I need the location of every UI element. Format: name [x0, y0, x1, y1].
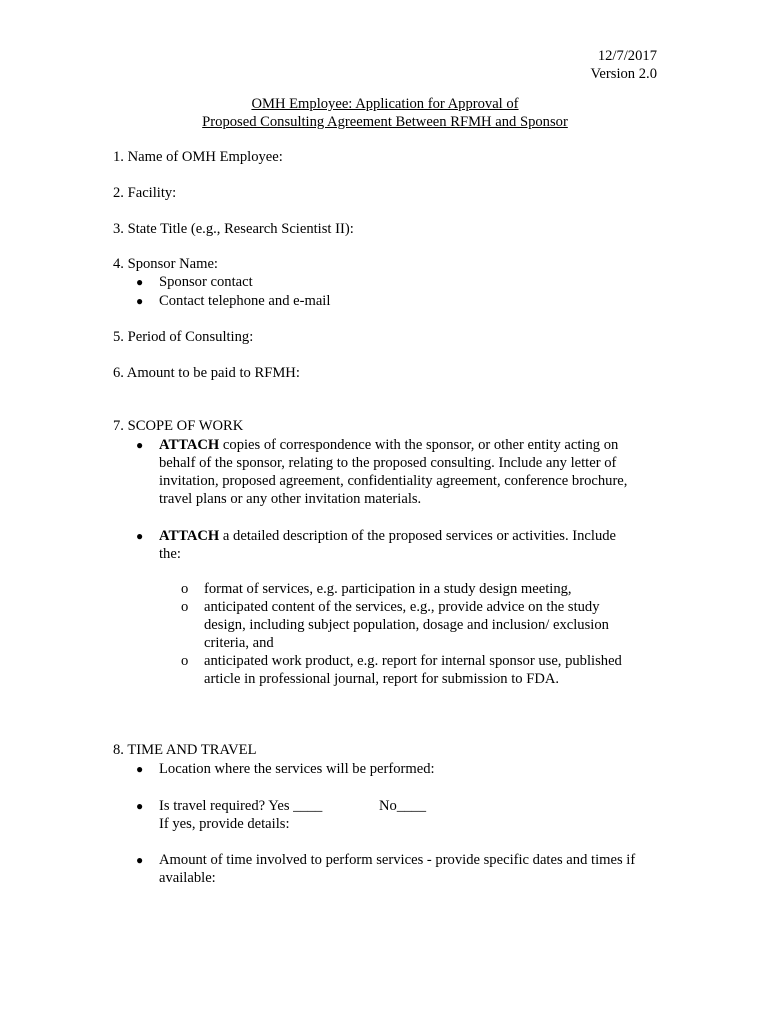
circle-bullet-icon: o — [181, 599, 189, 615]
bullet-icon: ● — [136, 438, 144, 452]
travel-details-prompt: If yes, provide details: — [159, 816, 290, 832]
attach-description-line-2: the: — [159, 546, 181, 562]
travel-required-no: No____ — [379, 798, 427, 814]
bullet-icon: ● — [136, 762, 144, 776]
item-sponsor-name: 4. Sponsor Name: — [113, 256, 218, 272]
travel-required-question: Is travel required? Yes ____ — [159, 798, 323, 814]
bullet-icon: ● — [136, 529, 144, 543]
sub-anticipated-content-line-2: design, including subject population, dosage and inclusion/ exclusion — [204, 617, 609, 633]
amount-of-time-line-1: Amount of time involved to perform services - provide specific dates and times if — [159, 852, 636, 868]
bullet-icon: ● — [136, 275, 144, 289]
attach-correspondence-line-3: invitation, proposed agreement, confidentiality agreement, conference brochure, — [159, 473, 628, 489]
item-facility: 2. Facility: — [113, 185, 177, 201]
circle-bullet-icon: o — [181, 653, 189, 669]
bullet-icon: ● — [136, 853, 144, 867]
location-of-services: Location where the services will be performed: — [159, 761, 435, 777]
item-employee-name: 1. Name of OMH Employee: — [113, 149, 283, 165]
circle-bullet-icon: o — [181, 581, 189, 597]
contact-telephone-bullet: Contact telephone and e-mail — [159, 293, 331, 309]
sub-work-product-line-1: anticipated work product, e.g. report for internal sponsor use, published — [204, 653, 622, 669]
document-version: Version 2.0 — [590, 66, 657, 82]
document-title-line-2: Proposed Consulting Agreement Between RFMH and Sponsor — [202, 114, 568, 130]
attach-correspondence-line-4: travel plans or any other invitation materials. — [159, 491, 422, 507]
document-date: 12/7/2017 — [597, 48, 657, 64]
item-amount-paid: 6. Amount to be paid to RFMH: — [113, 365, 300, 381]
bullet-icon: ● — [136, 294, 144, 308]
attach-label: ATTACH — [159, 437, 220, 453]
sub-anticipated-content-line-1: anticipated content of the services, e.g., provide advice on the study — [204, 599, 600, 615]
section-scope-of-work: 7. SCOPE OF WORK — [113, 418, 244, 434]
attach-correspondence-line-1: ATTACH copies of correspondence with the sponsor, or other entity acting on — [159, 437, 619, 453]
sub-work-product-line-2: article in professional journal, report for submission to FDA. — [204, 671, 560, 687]
sub-anticipated-content-line-3: criteria, and — [204, 635, 274, 651]
attach-description-line-1: ATTACH a detailed description of the proposed services or activities. Include — [159, 528, 617, 544]
amount-of-time-line-2: available: — [159, 870, 216, 886]
sponsor-contact-bullet: Sponsor contact — [159, 274, 253, 290]
document-title-line-1: OMH Employee: Application for Approval of — [251, 96, 519, 112]
section-time-and-travel: 8. TIME AND TRAVEL — [113, 742, 257, 758]
attach-correspondence-line-2: behalf of the sponsor, relating to the proposed consulting. Include any letter of — [159, 455, 617, 471]
item-state-title: 3. State Title (e.g., Research Scientist II): — [113, 221, 354, 237]
sub-format-of-services: format of services, e.g. participation in a study design meeting, — [204, 581, 572, 597]
attach-label: ATTACH — [159, 528, 220, 544]
item-period-of-consulting: 5. Period of Consulting: — [113, 329, 254, 345]
bullet-icon: ● — [136, 799, 144, 813]
